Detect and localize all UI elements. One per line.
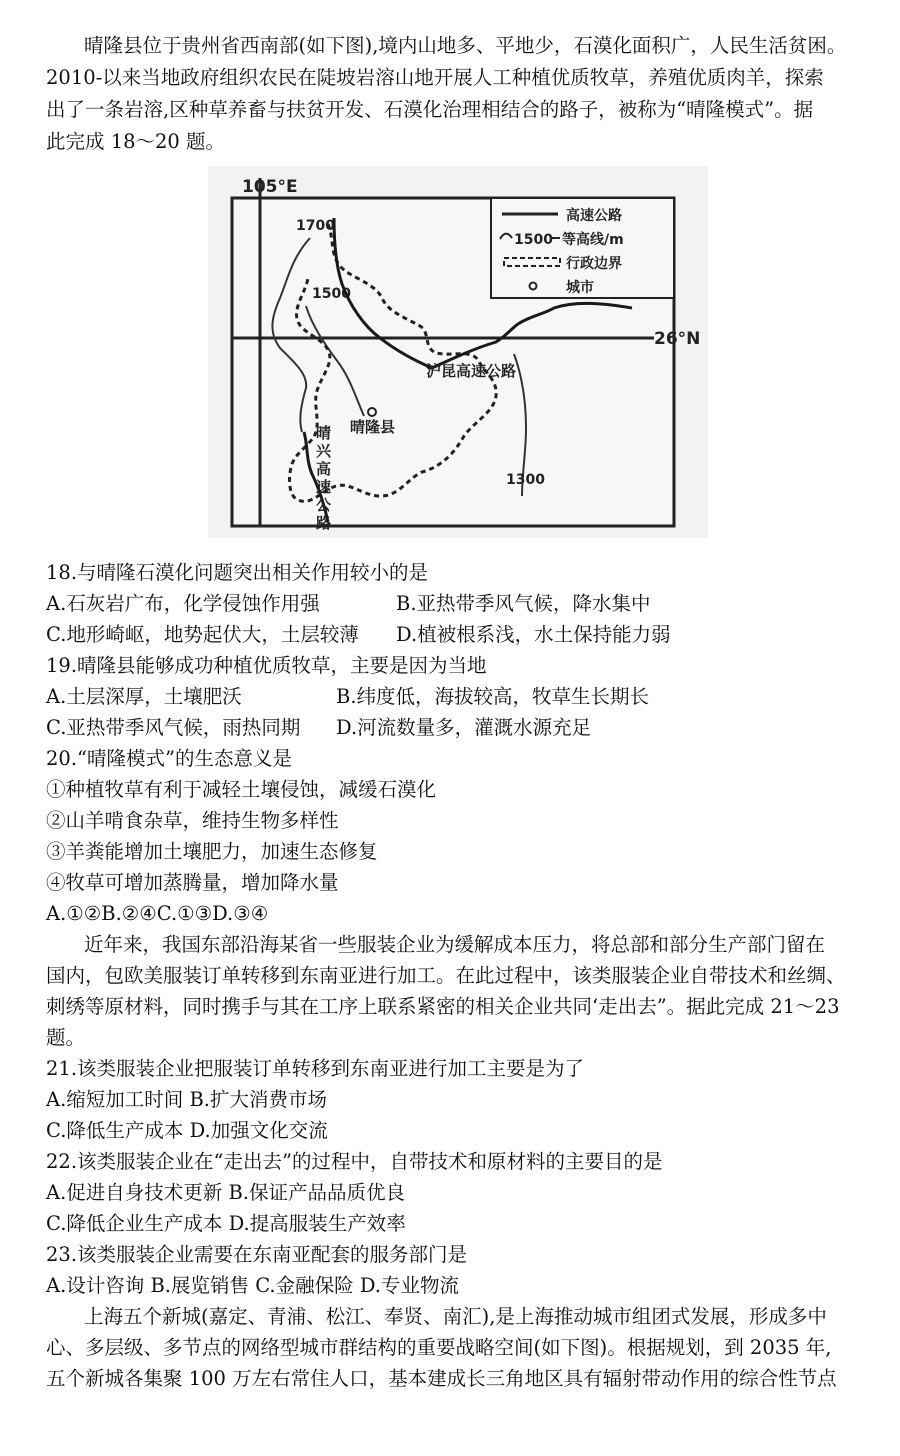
contour-1300-label: 1300 [506,472,545,488]
lat-label: 26°N [654,329,701,349]
statement-item: ③羊粪能增加土壤肥力，加速生态修复 [46,840,378,863]
contour-1700-label: 1700 [296,218,335,234]
question-stem: 18.与晴隆石漠化问题突出相关作用较小的是 [46,561,429,584]
road-char: 高 [316,460,332,478]
paragraph-line: 2010-以来当地政府组织农民在陡坡岩溶山地开展人工种植优质牧草，养殖优质肉羊，探索 [46,66,824,89]
qinglong-map [208,166,708,538]
road-char: 路 [316,514,332,532]
question-stem: 21.该类服装企业把服装订单转移到东南亚进行加工主要是为了 [46,1057,585,1080]
legend-boundary-label: 行政边界 [566,256,622,272]
road-char: 公 [316,496,332,514]
option-d: D.植被根系浅，水土保持能力弱 [396,623,671,646]
paragraph-line: 题。 [46,1026,86,1049]
question-stem: 20.“晴隆模式”的生态意义是 [46,747,292,770]
county-label: 晴隆县 [350,418,396,436]
statement-item: ④牧草可增加蒸腾量，增加降水量 [46,871,339,894]
question-stem: 22.该类服装企业在“走出去”的过程中，自带技术和原材料的主要目的是 [46,1150,663,1173]
hukun-highway-label: 沪昆高速公路 [426,362,517,380]
option-row: C.降低生产成本 D.加强文化交流 [46,1119,328,1142]
question-stem: 23.该类服装企业需要在东南亚配套的服务部门是 [46,1243,468,1266]
legend-contour-value: 1500 [514,232,553,248]
county-city-marker [368,408,376,416]
option-b: B.亚热带季风气候，降水集中 [396,592,651,615]
road-char: 兴 [316,442,332,460]
road-char: 速 [316,478,332,496]
option-a: A.石灰岩广布，化学侵蚀作用强 [46,592,320,615]
question-stem: 19.晴隆县能够成功种植优质牧草，主要是因为当地 [46,654,487,677]
legend-city-label: 城市 [566,280,594,296]
option-row: A.促进自身技术更新 B.保证产品品质优良 [46,1181,406,1204]
paragraph-line: 上海五个新城(嘉定、青浦、松江、奉贤、南汇),是上海推动城市组团式发展，形成多中 [84,1305,827,1328]
map-legend [491,198,674,298]
paragraph-line: 刺绣等原材料，同时携手与其在工序上联系紧密的相关企业共同‘走出去”。据此完成 21～23 [46,995,840,1018]
statement-item: ②山羊啃食杂草，维持生物多样性 [46,809,339,832]
road-char: 晴 [316,424,332,442]
option-row: A.缩短加工时间 B.扩大消费市场 [46,1088,328,1111]
paragraph-line: 近年来，我国东部沿海某省一些服装企业为缓解成本压力，将总部和部分生产部门留在 [84,933,826,956]
option-a: A.土层深厚，土壤肥沃 [46,685,242,708]
paragraph-line: 国内，包欧美服装订单转移到东南亚进行加工。在此过程中，该类服装企业自带技术和丝绸、 [46,964,846,987]
legend-contour-label: 等高线/m [562,232,624,248]
legend-city-symbol [530,283,537,290]
paragraph-line: 心、多层级、多节点的网络型城市群结构的重要战略空间(如下图)。根据规划，到 2035 年, [46,1336,832,1359]
option-d: D.河流数量多，灌溉水源充足 [336,716,592,739]
paragraph-line: 此完成 18～20 题。 [46,130,226,153]
paragraph-line: 五个新城各集聚 100 万左右常住人口，基本建成长三角地区具有辐射带动作用的综合性节点 [46,1367,837,1390]
option-c: C.地形崎岖，地势起伏大，土层较薄 [46,623,359,646]
qingxing-highway-label [316,424,332,532]
option-row: A.①②B.②④C.①③D.③④ [46,902,269,925]
option-row: A.设计咨询 B.展览销售 C.金融保险 D.专业物流 [46,1274,459,1297]
option-row: C.降低企业生产成本 D.提高服装生产效率 [46,1212,406,1235]
paragraph-line: 晴隆县位于贵州省西南部(如下图),境内山地多、平地少，石漠化面积广，人民生活贫困。 [84,34,847,57]
lon-label: 105°E [242,177,298,197]
contour-1500-label: 1500 [312,286,351,302]
option-c: C.亚热带季风气候，雨热同期 [46,716,301,739]
legend-highway-label: 高速公路 [566,208,622,224]
option-b: B.纬度低，海拔较高，牧草生长期长 [336,685,650,708]
paragraph-line: 出了一条岩溶,区种草养畜与扶贫开发、石漠化治理相结合的路子，被称为“晴隆模式”。据 [46,98,814,121]
statement-item: ①种植牧草有利于减轻土壤侵蚀，减缓石漠化 [46,778,437,801]
